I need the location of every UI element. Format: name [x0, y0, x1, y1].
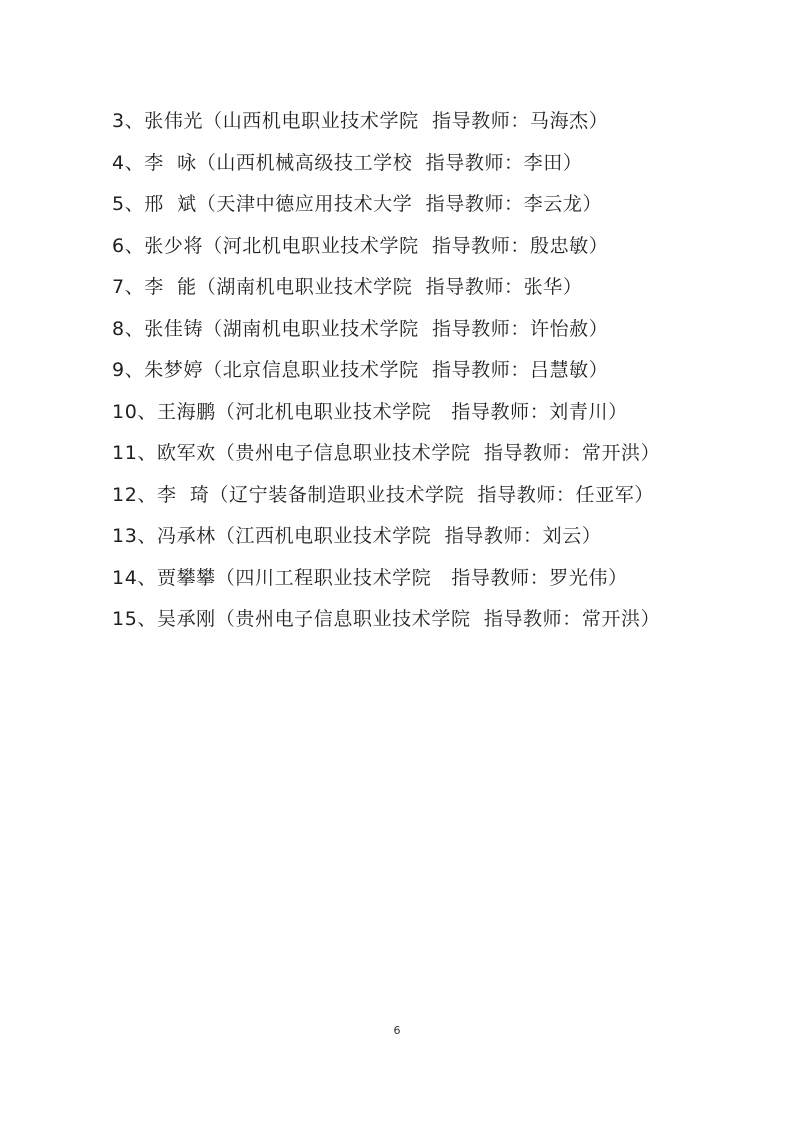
list-item: 14、贾攀攀（四川工程职业技术学院 指导教师：罗光伟）	[112, 566, 628, 589]
list-item: 4、李 咏（山西机械高级技工学校 指导教师：李田）	[112, 151, 583, 174]
list-item: 8、张佳铸（湖南机电职业技术学院 指导教师：许怡赦）	[112, 317, 609, 340]
page-number: 6	[393, 1024, 401, 1037]
list-item: 7、李 能（湖南机电职业技术学院 指导教师：张华）	[112, 276, 583, 298]
award-list	[112, 105, 752, 645]
list-item: 10、王海鹏（河北机电职业技术学院 指导教师：刘青川）	[112, 400, 628, 423]
list-item: 6、张少将（河北机电职业技术学院 指导教师：殷忠敏）	[112, 234, 609, 257]
list-item: 3、张伟光（山西机电职业技术学院 指导教师：马海杰）	[112, 110, 609, 132]
list-item: 15、吴承刚（贵州电子信息职业技术学院 指导教师：常开洪）	[112, 608, 661, 630]
list-item: 5、邢 斌（天津中德应用技术大学 指导教师：李云龙）	[112, 193, 603, 215]
list-item: 11、欧军欢（贵州电子信息职业技术学院 指导教师：常开洪）	[112, 442, 661, 464]
list-item: 9、朱梦婷（北京信息职业技术学院 指导教师：吕慧敏）	[112, 359, 609, 381]
list-item: 13、冯承林（江西机电职业技术学院 指导教师：刘云）	[112, 525, 602, 547]
list-item: 12、李 琦（辽宁装备制造职业技术学院 指导教师：任亚军）	[112, 483, 654, 506]
